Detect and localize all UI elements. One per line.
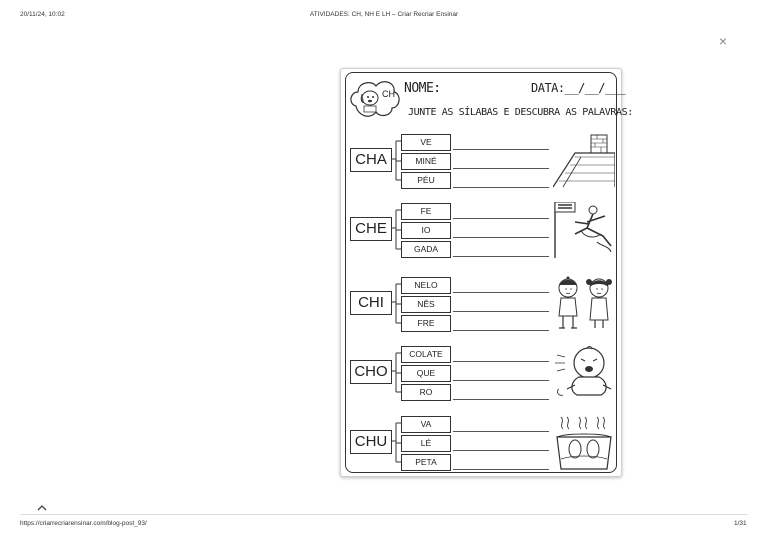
- syllable-box: RO: [401, 384, 451, 401]
- chinese-children-icon: [553, 276, 615, 332]
- main-syllable-box: CHE: [350, 217, 392, 241]
- syllable-group-cha: [346, 133, 616, 193]
- print-date: 20/11/24, 10:02: [20, 11, 65, 18]
- nome-label: NOME:: [404, 81, 441, 96]
- syllable-box: PETA: [401, 454, 451, 471]
- answer-line: [453, 330, 549, 331]
- syllable-group-cho: [346, 345, 616, 405]
- finish-line-runner-icon: [553, 202, 615, 258]
- print-title: ATIVIDADES: CH, NH E LH – Criar Recriar Ensinar: [309, 11, 459, 18]
- syllable-box: QUE: [401, 365, 451, 382]
- syllable-box: PÉU: [401, 172, 451, 189]
- answer-line: [453, 380, 549, 381]
- syllable-group-che: [346, 202, 616, 262]
- main-syllable-box: CHO: [350, 360, 392, 384]
- answer-line: [453, 431, 549, 432]
- answer-line: [453, 399, 549, 400]
- worksheet-page: [340, 68, 633, 477]
- chevron-up-icon[interactable]: [36, 503, 48, 513]
- syllable-box: VE: [401, 134, 451, 151]
- answer-line: [453, 256, 549, 257]
- dog-cloud-logo-icon: [348, 76, 402, 120]
- syllable-box: MINÉ: [401, 153, 451, 170]
- answer-line: [453, 311, 549, 312]
- syllable-box: NELO: [401, 277, 451, 294]
- syllable-box: LÉ: [401, 435, 451, 452]
- worksheet-frame: [345, 72, 633, 473]
- data-label: DATA:__/__/___: [531, 81, 626, 95]
- answer-line: [453, 218, 549, 219]
- syllable-box: FE: [401, 203, 451, 220]
- main-syllable-box: CHU: [350, 430, 392, 454]
- syllable-box: COLATE: [401, 346, 451, 363]
- instruction-text: JUNTE AS SÍLABAS E DESCUBRA AS PALAVRAS:: [408, 107, 633, 118]
- footer-divider: [20, 514, 748, 515]
- answer-line: [453, 292, 549, 293]
- syllable-box: GADA: [401, 241, 451, 258]
- answer-line: [453, 469, 549, 470]
- answer-line: [453, 361, 549, 362]
- syllable-box: IO: [401, 222, 451, 239]
- answer-line: [453, 450, 549, 451]
- page-counter: 1/31: [734, 520, 747, 527]
- footer-url: https://criarrecriarensinar.com/blog-post_93/: [20, 520, 147, 527]
- syllable-group-chu: [346, 415, 616, 475]
- roof-chimney-icon: [553, 133, 615, 189]
- syllable-box: VA: [401, 416, 451, 433]
- main-syllable-box: CHI: [350, 291, 392, 315]
- answer-line: [453, 168, 549, 169]
- syllable-box: NÊS: [401, 296, 451, 313]
- feet-in-basin-icon: [553, 415, 615, 471]
- answer-line: [453, 187, 549, 188]
- main-syllable-box: CHA: [350, 148, 392, 172]
- crying-baby-icon: [553, 345, 615, 401]
- logo-text: CH: [382, 89, 395, 99]
- close-icon[interactable]: ×: [718, 33, 728, 49]
- answer-line: [453, 149, 549, 150]
- syllable-box: FRE: [401, 315, 451, 332]
- answer-line: [453, 237, 549, 238]
- syllable-group-chi: [346, 276, 616, 336]
